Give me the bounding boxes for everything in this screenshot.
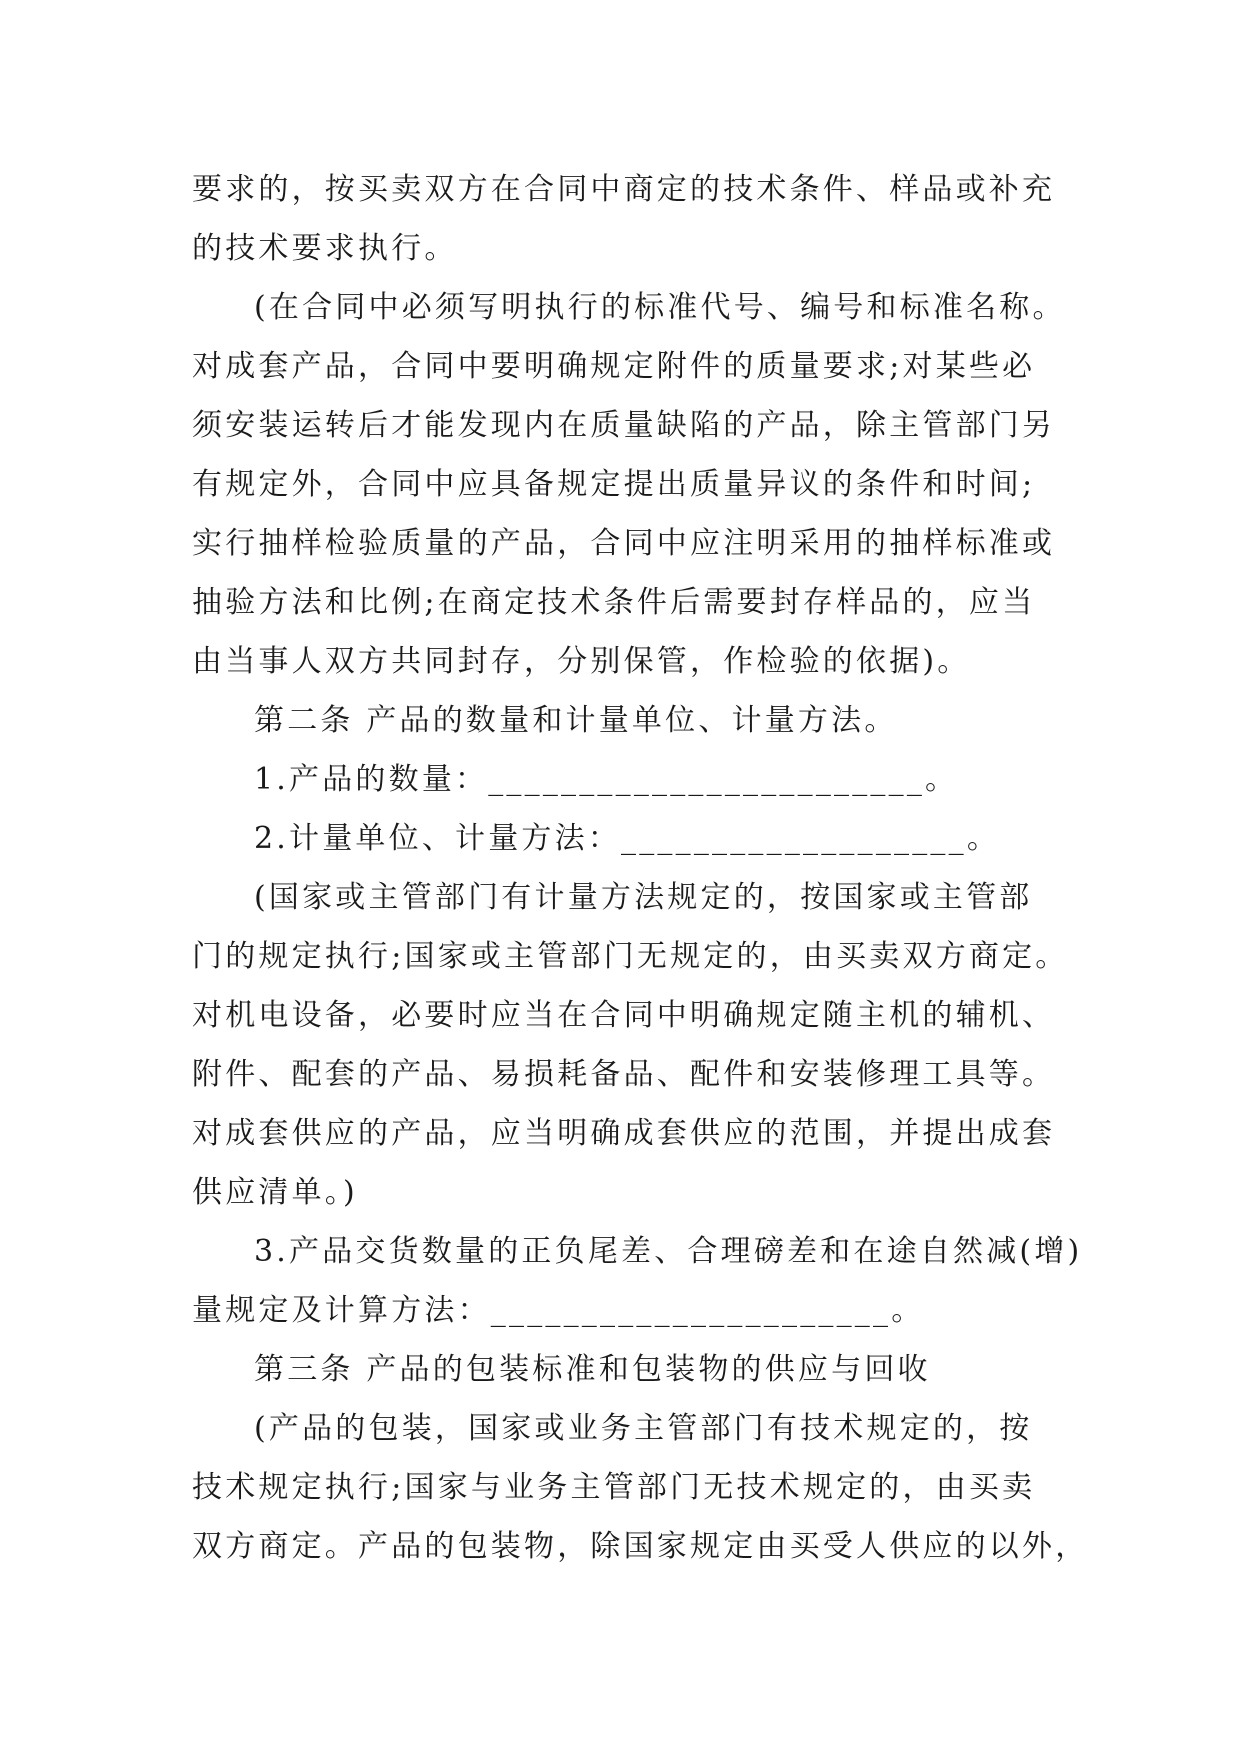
article-two-heading: 第二条 产品的数量和计量单位、计量方法。 <box>254 703 898 738</box>
article-three-heading: 第三条 产品的包装标准和包装物的供应与回收 <box>254 1352 931 1387</box>
text-line: 对成套产品，合同中要明确规定附件的质量要求;对某些必 <box>192 349 1036 384</box>
unit-method-line: 2.计量单位、计量方法：___________________。 <box>254 821 1001 856</box>
text-line: 有规定外，合同中应具备规定提出质量异议的条件和时间; <box>192 467 1036 502</box>
text-line: (在合同中必须写明执行的标准代号、编号和标准名称。 <box>254 290 1066 325</box>
text-line: 须安装运转后才能发现内在质量缺陷的产品，除主管部门另 <box>192 408 1056 443</box>
text-line: 要求的，按买卖双方在合同中商定的技术条件、样品或补充 <box>192 172 1056 207</box>
text-line: 抽验方法和比例;在商定技术条件后需要封存样品的，应当 <box>192 585 1036 620</box>
text-line: 对机电设备，必要时应当在合同中明确规定随主机的辅机、 <box>192 998 1056 1033</box>
text-line: 门的规定执行;国家或主管部门无规定的，由买卖双方商定。 <box>192 939 1069 974</box>
text-line: 双方商定。产品的包装物，除国家规定由买受人供应的以外， <box>192 1529 1089 1564</box>
text-line: 实行抽样检验质量的产品，合同中应注明采用的抽样标准或 <box>192 526 1056 561</box>
quantity-line: 1.产品的数量：________________________。 <box>254 762 959 797</box>
text-line: 由当事人双方共同封存，分别保管，作检验的依据)。 <box>192 644 971 679</box>
text-line: 的技术要求执行。 <box>192 231 458 266</box>
text-line: 供应清单。) <box>192 1175 358 1210</box>
text-line: 技术规定执行;国家与业务主管部门无技术规定的，由买卖 <box>192 1470 1036 1505</box>
text-line: 对成套供应的产品，应当明确成套供应的范围，并提出成套 <box>192 1116 1056 1151</box>
tolerance-line: 3.产品交货数量的正负尾差、合理磅差和在途自然减(增) <box>254 1234 1083 1269</box>
contract-text <box>192 160 1089 1576</box>
text-line: 量规定及计算方法：______________________。 <box>192 1293 925 1328</box>
text-line: 附件、配套的产品、易损耗备品、配件和安装修理工具等。 <box>192 1057 1056 1092</box>
text-line: (产品的包装，国家或业务主管部门有技术规定的，按 <box>254 1411 1033 1446</box>
text-line: (国家或主管部门有计量方法规定的，按国家或主管部 <box>254 880 1033 915</box>
